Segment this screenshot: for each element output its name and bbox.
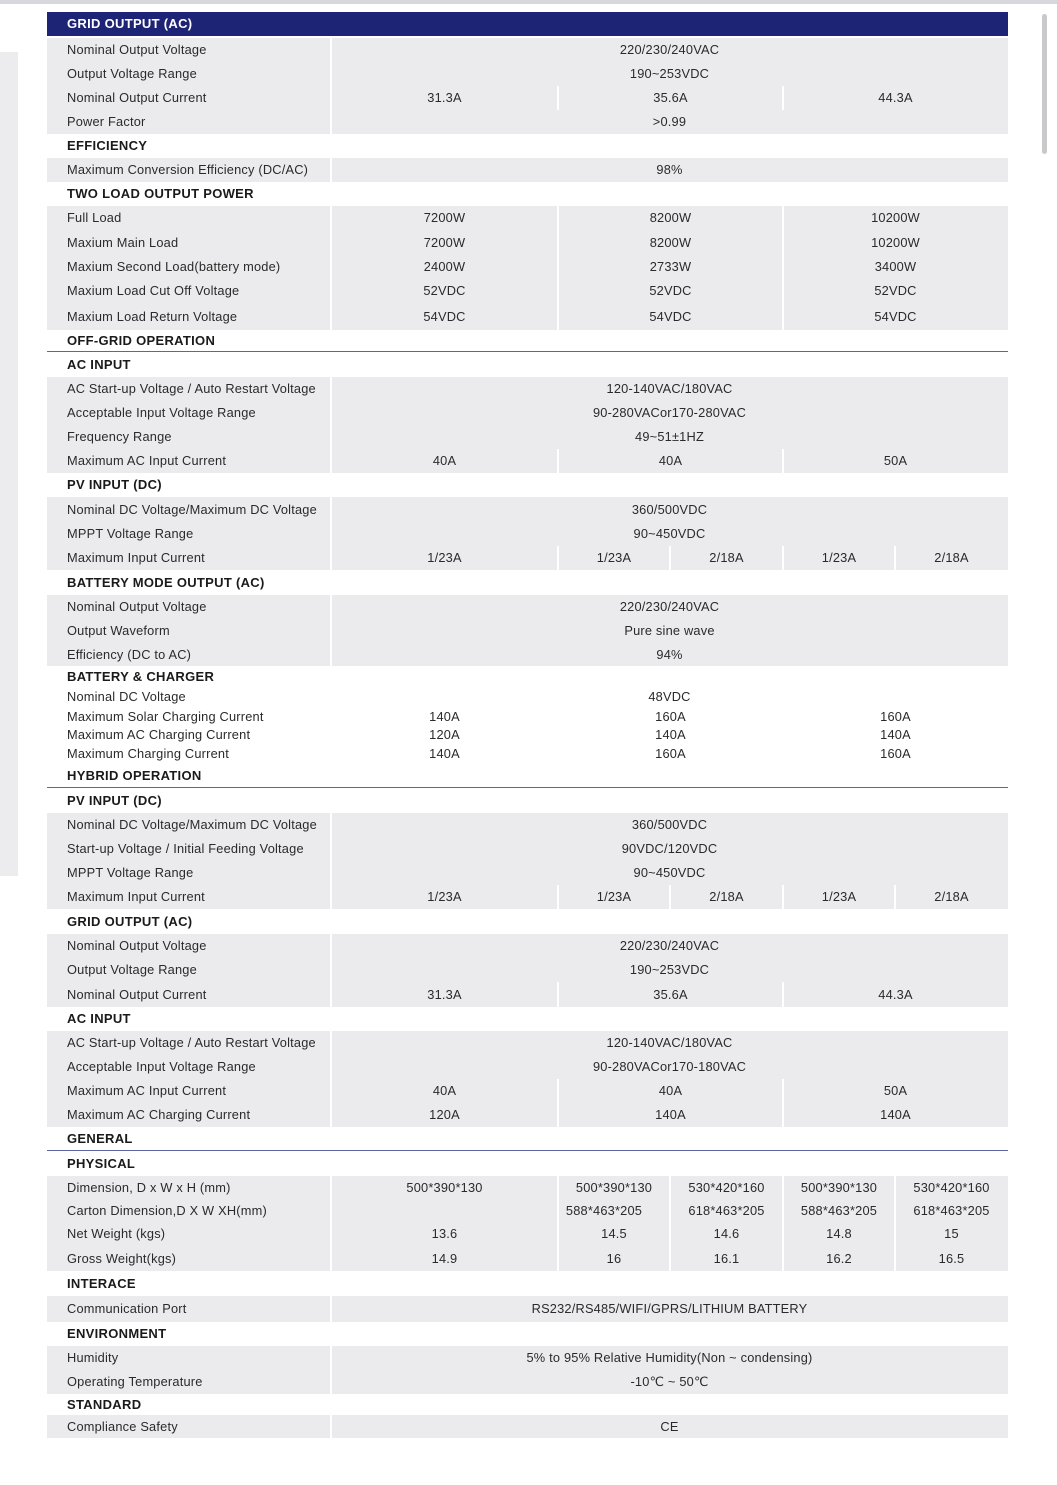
spec-value: 98% xyxy=(656,162,683,177)
spec-value: 5% to 95% Relative Humidity(Non ~ condensing) xyxy=(526,1350,813,1365)
left-edge-panel xyxy=(0,52,18,876)
spec-value: 160A xyxy=(655,709,686,724)
spec-value: 48VDC xyxy=(648,689,691,704)
spec-value: 160A xyxy=(880,746,911,761)
spec-row-acceptable-input-voltage-range xyxy=(47,1055,1008,1079)
spec-row-start-up-voltage-initial-feeding-voltage xyxy=(47,837,1008,861)
spec-value: 2/18A xyxy=(709,550,744,565)
column-divider xyxy=(330,1200,332,1222)
spec-value: 588*463*205 xyxy=(565,1203,643,1218)
spec-value: 120-140VAC/180VAC xyxy=(606,381,733,396)
spec-row-mppt-voltage-range xyxy=(47,861,1008,885)
spec-label: Nominal DC Voltage/Maximum DC Voltage xyxy=(67,817,317,832)
spec-value: 14.5 xyxy=(601,1226,627,1241)
spec-value: 140A xyxy=(429,746,460,761)
spec-value: 52VDC xyxy=(874,283,917,298)
spec-value: 52VDC xyxy=(423,283,466,298)
spec-row-frequency-range xyxy=(47,425,1008,449)
spec-label: Maximum Conversion Efficiency (DC/AC) xyxy=(67,162,309,177)
spec-value: 588*463*205 xyxy=(800,1203,878,1218)
spec-value: CE xyxy=(660,1419,679,1434)
section-heading-pv-input-dc: PV INPUT (DC) xyxy=(47,473,1008,497)
spec-value: 8200W xyxy=(649,235,692,250)
spec-value: 160A xyxy=(880,709,911,724)
spec-label: Dimension, D x W x H (mm) xyxy=(67,1180,231,1195)
section-heading-grid-output-ac: GRID OUTPUT (AC) xyxy=(47,909,1008,934)
spec-label: Start-up Voltage / Initial Feeding Voltage xyxy=(67,841,304,856)
section-heading-interace: INTERACE xyxy=(47,1271,1008,1296)
spec-value: 44.3A xyxy=(878,90,913,105)
spec-label: Maximum Input Current xyxy=(67,550,205,565)
spec-value: 10200W xyxy=(871,235,920,250)
spec-value: 530*420*160 xyxy=(688,1180,765,1195)
spec-value: 94% xyxy=(656,647,683,662)
spec-label: Carton Dimension,D X W XH(mm) xyxy=(67,1203,267,1218)
spec-row-maximum-charging-current xyxy=(47,744,1008,764)
spec-label: Frequency Range xyxy=(67,429,172,444)
spec-value: 16 xyxy=(606,1251,622,1266)
spec-value: 190~253VDC xyxy=(629,66,710,81)
spec-value: 140A xyxy=(655,1107,686,1122)
spec-value: 160A xyxy=(655,746,686,761)
spec-row-acceptable-input-voltage-range xyxy=(47,401,1008,425)
spec-value: 190~253VDC xyxy=(629,962,710,977)
spec-row-maxium-load-cut-off-voltage xyxy=(47,279,1008,303)
spec-value: 90VDC/120VDC xyxy=(621,841,718,856)
spec-value: 16.2 xyxy=(826,1251,852,1266)
spec-row-maximum-ac-charging-current xyxy=(47,1103,1008,1127)
spec-row-dimension-d-x-w-x-h-mm xyxy=(47,1176,1008,1200)
section-heading-standard: STANDARD xyxy=(47,1394,1008,1415)
spec-value: 90-280VACor170-180VAC xyxy=(592,1059,747,1074)
spec-row-nominal-output-current xyxy=(47,86,1008,110)
section-heading-off-grid-operation: OFF-GRID OPERATION xyxy=(47,330,1008,352)
spec-row-gross-weight-kgs xyxy=(47,1246,1008,1271)
spec-value: 90-280VACor170-280VAC xyxy=(592,405,747,420)
spec-value: 2/18A xyxy=(934,889,969,904)
spec-value: 140A xyxy=(880,1107,911,1122)
spec-row-ac-start-up-voltage-auto-restart-voltage xyxy=(47,377,1008,401)
spec-label: Maximum AC Charging Current xyxy=(67,1107,251,1122)
spec-row-maximum-ac-input-current xyxy=(47,1079,1008,1103)
spec-label: MPPT Voltage Range xyxy=(67,865,194,880)
spec-value: 40A xyxy=(658,453,683,468)
spec-value: 40A xyxy=(432,453,457,468)
spec-row-maximum-ac-input-current xyxy=(47,449,1008,473)
spec-value: 15 xyxy=(944,1226,959,1241)
spec-value: 2733W xyxy=(649,259,692,274)
spec-label: Maxium Load Cut Off Voltage xyxy=(67,283,240,298)
spec-row-output-voltage-range xyxy=(47,62,1008,86)
spec-value: 52VDC xyxy=(649,283,692,298)
spec-row-output-waveform xyxy=(47,619,1008,643)
spec-value: 1/23A xyxy=(821,889,857,904)
spec-label: Maximum AC Input Current xyxy=(67,1083,227,1098)
spec-value: 40A xyxy=(658,1083,683,1098)
spec-value: 49~51±1HZ xyxy=(635,429,704,444)
spec-row-maximum-solar-charging-current xyxy=(47,707,1008,726)
spec-row-maximum-conversion-efficiency-dc-ac xyxy=(47,158,1008,182)
spec-value: >0.99 xyxy=(652,114,687,129)
spec-value: 140A xyxy=(880,727,911,742)
spec-row-humidity xyxy=(47,1346,1008,1369)
spec-value: Pure sine wave xyxy=(624,623,715,638)
spec-value: 35.6A xyxy=(653,987,688,1002)
spec-value: 2400W xyxy=(423,259,466,274)
spec-value: 2/18A xyxy=(934,550,969,565)
spec-value: 8200W xyxy=(649,210,692,225)
spec-row-nominal-output-voltage xyxy=(47,38,1008,62)
spec-row-communication-port xyxy=(47,1296,1008,1322)
spec-label: Output Voltage Range xyxy=(67,66,197,81)
spec-value: 14.6 xyxy=(713,1226,740,1241)
spec-label: MPPT Voltage Range xyxy=(67,526,194,541)
spec-label: Nominal Output Voltage xyxy=(67,599,207,614)
spec-value: 500*390*130 xyxy=(406,1180,483,1195)
spec-value: 360/500VDC xyxy=(631,817,708,832)
spec-value: 14.9 xyxy=(431,1251,458,1266)
spec-value: 530*420*160 xyxy=(913,1180,990,1195)
spec-label: Efficiency (DC to AC) xyxy=(67,647,192,662)
section-heading-pv-input-dc: PV INPUT (DC) xyxy=(47,788,1008,813)
spec-value: 1/23A xyxy=(596,550,632,565)
spec-value: RS232/RS485/WIFI/GPRS/LITHIUM BATTERY xyxy=(531,1301,808,1316)
section-heading-grid-output-ac: GRID OUTPUT (AC) xyxy=(47,12,1008,36)
spec-row-nominal-dc-voltage-maximum-dc-voltage xyxy=(47,813,1008,837)
spec-value: 31.3A xyxy=(427,987,462,1002)
spec-value: 16.5 xyxy=(938,1251,965,1266)
spec-label: Nominal Output Current xyxy=(67,987,207,1002)
spec-value: 1/23A xyxy=(821,550,857,565)
spec-label: AC Start-up Voltage / Auto Restart Voltage xyxy=(67,381,316,396)
spec-row-maxium-main-load xyxy=(47,230,1008,255)
spec-row-nominal-dc-voltage-maximum-dc-voltage xyxy=(47,497,1008,522)
spec-row-net-weight-kgs xyxy=(47,1222,1008,1246)
spec-row-nominal-output-current xyxy=(47,982,1008,1007)
spec-value: 54VDC xyxy=(649,309,692,324)
spec-row-output-voltage-range xyxy=(47,958,1008,982)
spec-value: 500*390*130 xyxy=(575,1180,653,1195)
spec-value: 120-140VAC/180VAC xyxy=(606,1035,733,1050)
spec-value: 500*390*130 xyxy=(800,1180,878,1195)
spec-value: 54VDC xyxy=(423,309,466,324)
spec-value: 220/230/240VAC xyxy=(619,42,720,57)
spec-value: 220/230/240VAC xyxy=(619,938,720,953)
spec-value: 618*463*205 xyxy=(913,1203,990,1218)
section-heading-general: GENERAL xyxy=(47,1127,1008,1151)
spec-value: 1/23A xyxy=(427,550,462,565)
spec-row-full-load xyxy=(47,206,1008,230)
spec-value: 50A xyxy=(883,453,908,468)
spec-row-carton-dimension-d-x-w-xh-mm xyxy=(47,1200,1008,1222)
spec-value: 1/23A xyxy=(427,889,462,904)
spec-label: Maximum Solar Charging Current xyxy=(67,709,264,724)
spec-value: 35.6A xyxy=(653,90,688,105)
section-heading-ac-input: AC INPUT xyxy=(47,352,1008,377)
spec-value: 50A xyxy=(883,1083,908,1098)
spec-row-power-factor xyxy=(47,110,1008,134)
spec-row-operating-temperature xyxy=(47,1369,1008,1394)
spec-label: Power Factor xyxy=(67,114,146,129)
spec-row-efficiency-dc-to-ac xyxy=(47,643,1008,666)
spec-row-compliance-safety xyxy=(47,1415,1008,1438)
spec-value: 140A xyxy=(655,727,686,742)
spec-label: AC Start-up Voltage / Auto Restart Voltage xyxy=(67,1035,316,1050)
spec-value: 7200W xyxy=(423,235,466,250)
spec-row-maximum-input-current xyxy=(47,885,1008,909)
spec-value: 90~450VDC xyxy=(633,526,706,541)
spec-label: Operating Temperature xyxy=(67,1374,203,1389)
spec-label: Nominal Output Voltage xyxy=(67,938,207,953)
spec-value: 14.8 xyxy=(826,1226,852,1241)
spec-value: 40A xyxy=(432,1083,457,1098)
section-heading-ac-input: AC INPUT xyxy=(47,1007,1008,1031)
section-heading-environment: ENVIRONMENT xyxy=(47,1322,1008,1346)
spec-label: Nominal Output Current xyxy=(67,90,207,105)
spec-row-nominal-output-voltage xyxy=(47,595,1008,619)
spec-label: Nominal Output Voltage xyxy=(67,42,207,57)
spec-label: Maximum Input Current xyxy=(67,889,205,904)
spec-row-nominal-dc-voltage xyxy=(47,687,1008,707)
spec-label: Maximum Charging Current xyxy=(67,746,229,761)
spec-row-maxium-load-return-voltage xyxy=(47,303,1008,330)
spec-label: Output Voltage Range xyxy=(67,962,197,977)
spec-value: 360/500VDC xyxy=(631,502,708,517)
spec-label: Maximum AC Input Current xyxy=(67,453,227,468)
section-heading-two-load-output-power: TWO LOAD OUTPUT POWER xyxy=(47,182,1008,206)
spec-label: Maxium Second Load(battery mode) xyxy=(67,259,281,274)
spec-value: 1/23A xyxy=(596,889,632,904)
spec-label: Acceptable Input Voltage Range xyxy=(67,405,256,420)
spec-value: 10200W xyxy=(871,210,920,225)
spec-label: Nominal DC Voltage xyxy=(67,689,186,704)
spec-value: 54VDC xyxy=(874,309,917,324)
spec-label: Humidity xyxy=(67,1350,119,1365)
spec-value: 618*463*205 xyxy=(688,1203,765,1218)
spec-label: Compliance Safety xyxy=(67,1419,178,1434)
spec-value: -10℃ ~ 50℃ xyxy=(630,1374,709,1389)
section-heading-hybrid-operation: HYBRID OPERATION xyxy=(47,764,1008,788)
spec-value: 16.1 xyxy=(713,1251,740,1266)
spec-value: 2/18A xyxy=(709,889,744,904)
spec-label: Maxium Main Load xyxy=(67,235,179,250)
section-heading-battery-mode-output-ac: BATTERY MODE OUTPUT (AC) xyxy=(47,570,1008,595)
spec-label: Nominal DC Voltage/Maximum DC Voltage xyxy=(67,502,317,517)
spec-value: 120A xyxy=(429,1107,460,1122)
spec-label: Acceptable Input Voltage Range xyxy=(67,1059,256,1074)
spec-label: Maxium Load Return Voltage xyxy=(67,309,238,324)
spec-label: Full Load xyxy=(67,210,122,225)
spec-value: 13.6 xyxy=(431,1226,458,1241)
spec-value: 44.3A xyxy=(878,987,913,1002)
section-heading-battery-charger: BATTERY & CHARGER xyxy=(47,666,1008,687)
spec-value: 31.3A xyxy=(427,90,462,105)
spec-value: 3400W xyxy=(874,259,917,274)
scrollbar-thumb[interactable] xyxy=(1042,14,1047,154)
spec-value: 90~450VDC xyxy=(633,865,706,880)
spec-row-maximum-ac-charging-current xyxy=(47,726,1008,744)
section-heading-efficiency: EFFICIENCY xyxy=(47,134,1008,158)
section-heading-physical: PHYSICAL xyxy=(47,1151,1008,1176)
spec-row-mppt-voltage-range xyxy=(47,522,1008,546)
spec-value: 220/230/240VAC xyxy=(619,599,720,614)
spec-label: Output Waveform xyxy=(67,623,170,638)
spec-label: Maximum AC Charging Current xyxy=(67,727,251,742)
spec-row-nominal-output-voltage xyxy=(47,934,1008,958)
spec-label: Communication Port xyxy=(67,1301,187,1316)
spec-row-ac-start-up-voltage-auto-restart-voltage xyxy=(47,1031,1008,1055)
spec-value: 140A xyxy=(429,709,460,724)
spec-sheet xyxy=(47,0,1008,1485)
spec-value: 120A xyxy=(429,727,460,742)
spec-label: Net Weight (kgs) xyxy=(67,1226,166,1241)
spec-row-maxium-second-load-battery-mode xyxy=(47,255,1008,279)
spec-value: 7200W xyxy=(423,210,466,225)
spec-row-maximum-input-current xyxy=(47,546,1008,570)
spec-label: Gross Weight(kgs) xyxy=(67,1251,177,1266)
